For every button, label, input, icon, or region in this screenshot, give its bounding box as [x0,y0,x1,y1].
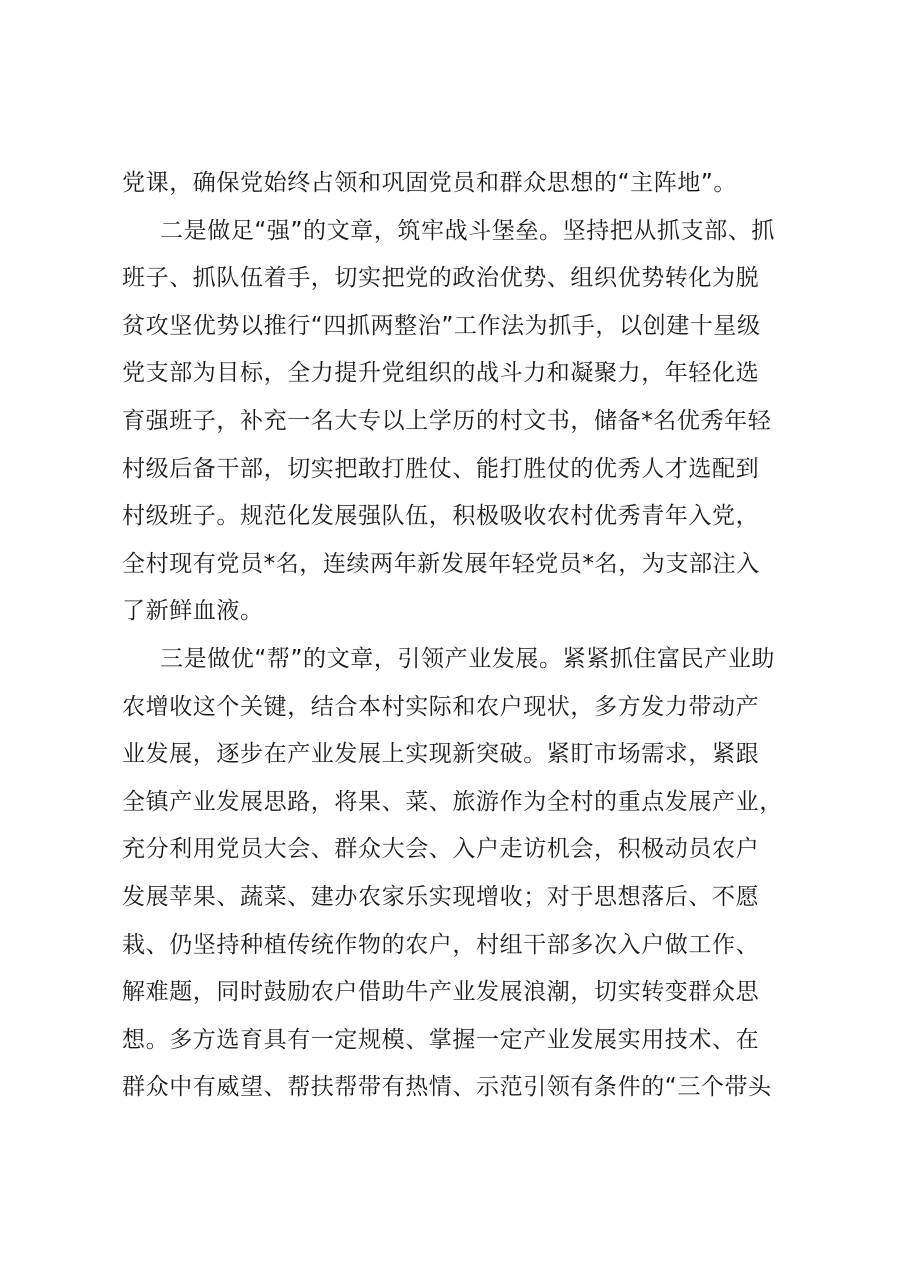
text-line: 贫攻坚优势以推行“四抓两整治”工作法为抓手，以创建十星级 [122,312,761,339]
text-line: 村级后备干部，切实把敢打胜仗、能打胜仗的优秀人才选配到 [122,455,760,482]
text-line: 群众中有威望、帮扶帮带有热情、示范引领有条件的“三个带头 [122,1074,772,1101]
text-line: 充分利用党员大会、群众大会、入户走访机会，积极动员农户 [122,836,760,863]
text-line: 农增收这个关键，结合本村实际和农户现状，多方发力带动产 [122,693,760,720]
text-line: 党课，确保党始终占领和巩固党员和群众思想的“主阵地”。 [122,170,738,196]
paragraph-start-line: 三是做优“帮”的文章，引领产业发展。紧紧抓住富民产业助 [160,645,776,672]
paragraph-start-line: 二是做足“强”的文章，筑牢战斗堡垒。坚持把从抓支部、抓 [160,217,776,244]
text-line: 育强班子，补充一名大专以上学历的村文书，储备*名优秀年轻 [122,407,772,434]
text-line: 党支部为目标，全力提升党组织的战斗力和凝聚力，年轻化选 [122,360,760,387]
text-line: 全村现有党员*名，连续两年新发展年轻党员*名，为支部注入 [122,550,760,577]
text-line: 发展苹果、蔬菜、建办农家乐实现增收；对于思想落后、不愿 [122,883,760,910]
text-line: 解难题，同时鼓励农户借助牛产业发展浪潮，切实转变群众思 [122,979,760,1006]
text-line: 全镇产业发展思路，将果、菜、旅游作为全村的重点发展产业， [122,788,783,815]
text-line: 想。多方选育具有一定规模、掌握一定产业发展实用技术、在 [122,1026,760,1053]
text-line: 班子、抓队伍着手，切实把党的政治优势、组织优势转化为脱 [122,265,760,292]
text-line: 了新鲜血液。 [122,598,264,625]
text-line: 村级班子。规范化发展强队伍，积极吸收农村优秀青年入党， [122,503,760,530]
text-line: 栽、仍坚持种植传统作物的农户，村组干部多次入户做工作、 [122,931,760,958]
text-line: 业发展，逐步在产业发展上实现新突破。紧盯市场需求，紧跟 [122,741,760,768]
body-text [122,160,802,1112]
